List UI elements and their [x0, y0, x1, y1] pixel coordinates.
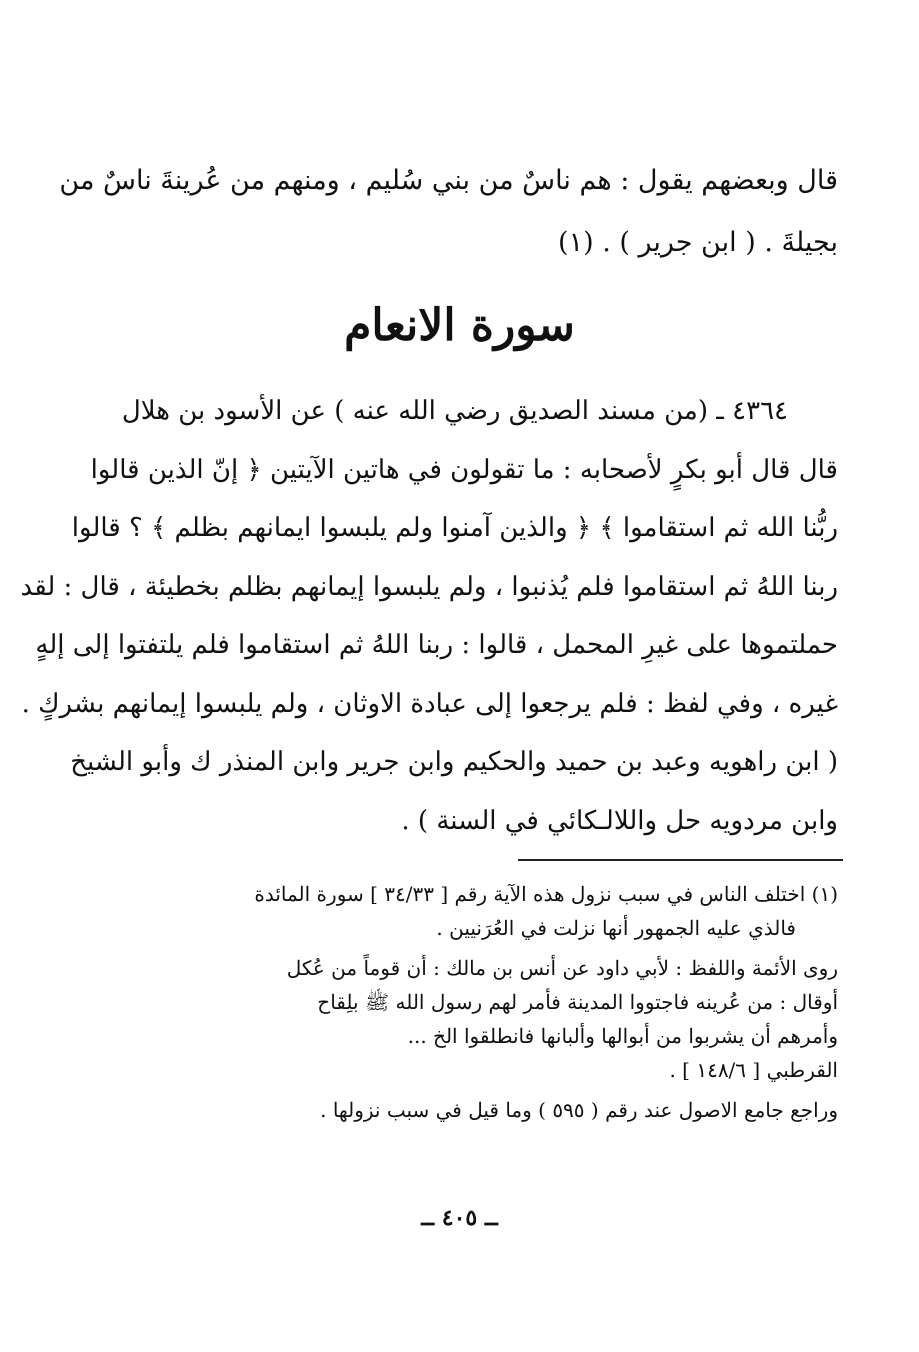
hadith-line: غيره ، وفي لفظ : فلم يرجعوا إلى عبادة الاوثان ، ولم يلبسوا إيمانهم بشركٍ .	[21, 688, 838, 719]
page-number: ــ ٤٠٥ ــ	[421, 1205, 498, 1231]
surah-heading: سورة الانعام	[344, 300, 575, 351]
hadith-line: ربنا اللهُ ثم استقاموا فلم يُذنبوا ، ولم يلبسوا إيمانهم بظلم بخطيئة ، قال : لقد	[20, 571, 838, 602]
hadith-paragraph	[20, 382, 838, 850]
hadith-line: ربُّنا الله ثم استقاموا ﴾ ﴿ والذين آمنوا ولم يلبسوا ايمانهم بظلم ﴾ ؟ قالوا	[71, 513, 838, 543]
footnote-line: القرطبي [ ١٤٨/٦ ] .	[669, 1058, 838, 1082]
footnote-line: (١) اختلف الناس في سبب نزول هذه الآية رقم [ ٣٤/٣٣ ] سورة المائدة	[254, 882, 838, 906]
intro-line: قال وبعضهم يقول : هم ناسٌ من بني سُليم ، ومنهم من عُرينةَ ناسٌ من	[59, 165, 838, 196]
intro-paragraph	[59, 150, 838, 274]
footnotes-section	[138, 877, 838, 1127]
hadith-line: ٤٣٦٤ ـ (من مسند الصديق رضي الله عنه ) عن الأسود بن هلال	[121, 396, 788, 426]
hadith-line: وابن مردويه حل واللالـكائي في السنة ) .	[401, 805, 838, 836]
footnote-line: فالذي عليه الجمهور أنها نزلت في العُرَنيين .	[436, 916, 796, 940]
footnote-divider	[518, 859, 843, 861]
hadith-line: حملتموها على غيرِ المحمل ، قالوا : ربنا اللهُ ثم استقاموا فلم يلتفتوا إلى إلهٍ	[35, 630, 838, 660]
hadith-line: ( ابن راهويه وعبد بن حميد والحكيم وابن جرير وابن المنذر ك وأبو الشيخ	[70, 747, 838, 777]
hadith-line: قال قال أبو بكرٍ لأصحابه : ما تقولون في هاتين الآيتين ﴿ إنّ الذين قالوا	[90, 454, 838, 485]
footnote-line: وأمرهم أن يشربوا من أبوالها وألبانها فانطلقوا الخ ...	[407, 1024, 838, 1048]
footnote-line: أوقال : من عُرينه فاجتووا المدينة فأمر لهم رسول الله ﷺ بلِقاح	[317, 990, 838, 1014]
footnote-line: وراجع جامع الاصول عند رقم ( ٥٩٥ ) وما قيل في سبب نزولها .	[320, 1098, 838, 1122]
intro-line: بجيلةَ . ( ابن جرير ) . (١)	[558, 227, 838, 258]
footnote-line: روى الأئمة واللفظ : لأبي داود عن أنس بن مالك : أن قوماً من عُكل	[286, 956, 838, 980]
